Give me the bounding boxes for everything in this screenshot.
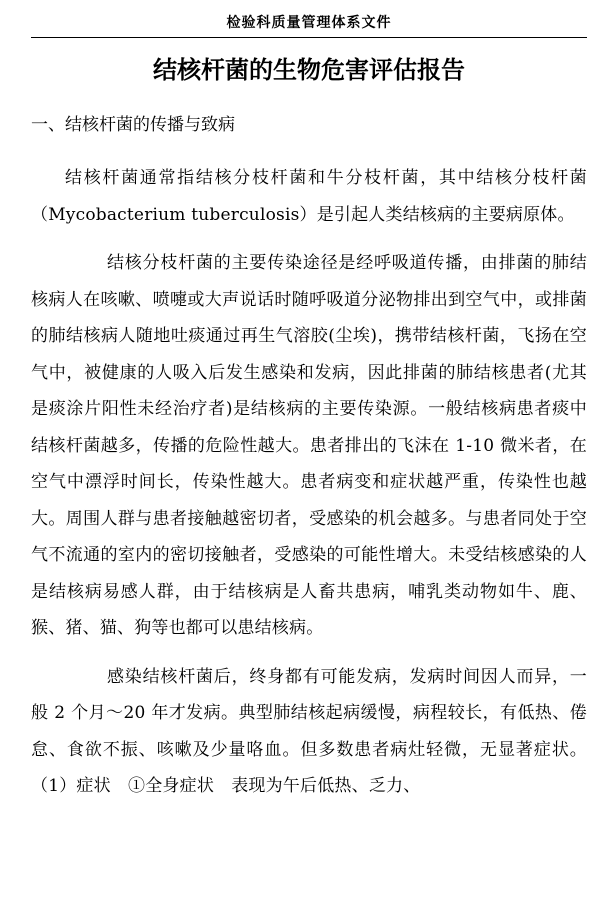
- paragraph-pathogen-intro: 结核杆菌通常指结核分枝杆菌和牛分枝杆菌，其中结核分枝杆菌（Mycobacterium tuberculosis）是引起人类结核病的主要病原体。: [31, 168, 587, 225]
- paragraph-symptoms: 感染结核杆菌后，终身都有可能发病，发病时间因人而异，一般 2 个月～20 年才发病。典型肺结核起病缓慢，病程较长，有低热、倦怠、食欲不振、咳嗽及少量咯血。但多数患者病灶轻微，无显著症状。（1）症状 ①全身症状 表现为午后低热、乏力、: [31, 666, 587, 796]
- section-heading: 一、结核杆菌的传播与致病: [31, 115, 235, 135]
- document-header: 检验科质量管理体系文件: [31, 9, 587, 38]
- paragraph-transmission: 结核分枝杆菌的主要传染途径是经呼吸道传播，由排菌的肺结核病人在咳嗽、喷嚏或大声说话时随呼吸道分泌物排出到空气中，或排菌的肺结核病人随地吐痰通过再生气溶胶(尘埃)，携带结核杆菌，飞扬在空气中，被健康的人吸入后发生感染和发病，因此排菌的肺结核患者(尤其是痰涂片阳性未经治疗者)是结核病的主要传染源。一般结核病患者痰中结核杆菌越多，传播的危险性越大。患者排出的飞沫在 1-10 微米者，在空气中漂浮时间长，传染性越大。患者病变和症状越严重，传染性也越大。周围人群与患者接触越密切者，受感染的机会越多。与患者同处于空气不流通的室内的密切接触者，受感染的可能性增大。未受结核感染的人是结核病易感人群，由于结核病是人畜共患病，哺乳类动物如牛、鹿、猴、猪、猫、狗等也都可以患结核病。: [31, 253, 587, 638]
- document-page: [0, 9, 615, 909]
- page-title: 结核杆菌的生物危害评估报告: [153, 55, 465, 84]
